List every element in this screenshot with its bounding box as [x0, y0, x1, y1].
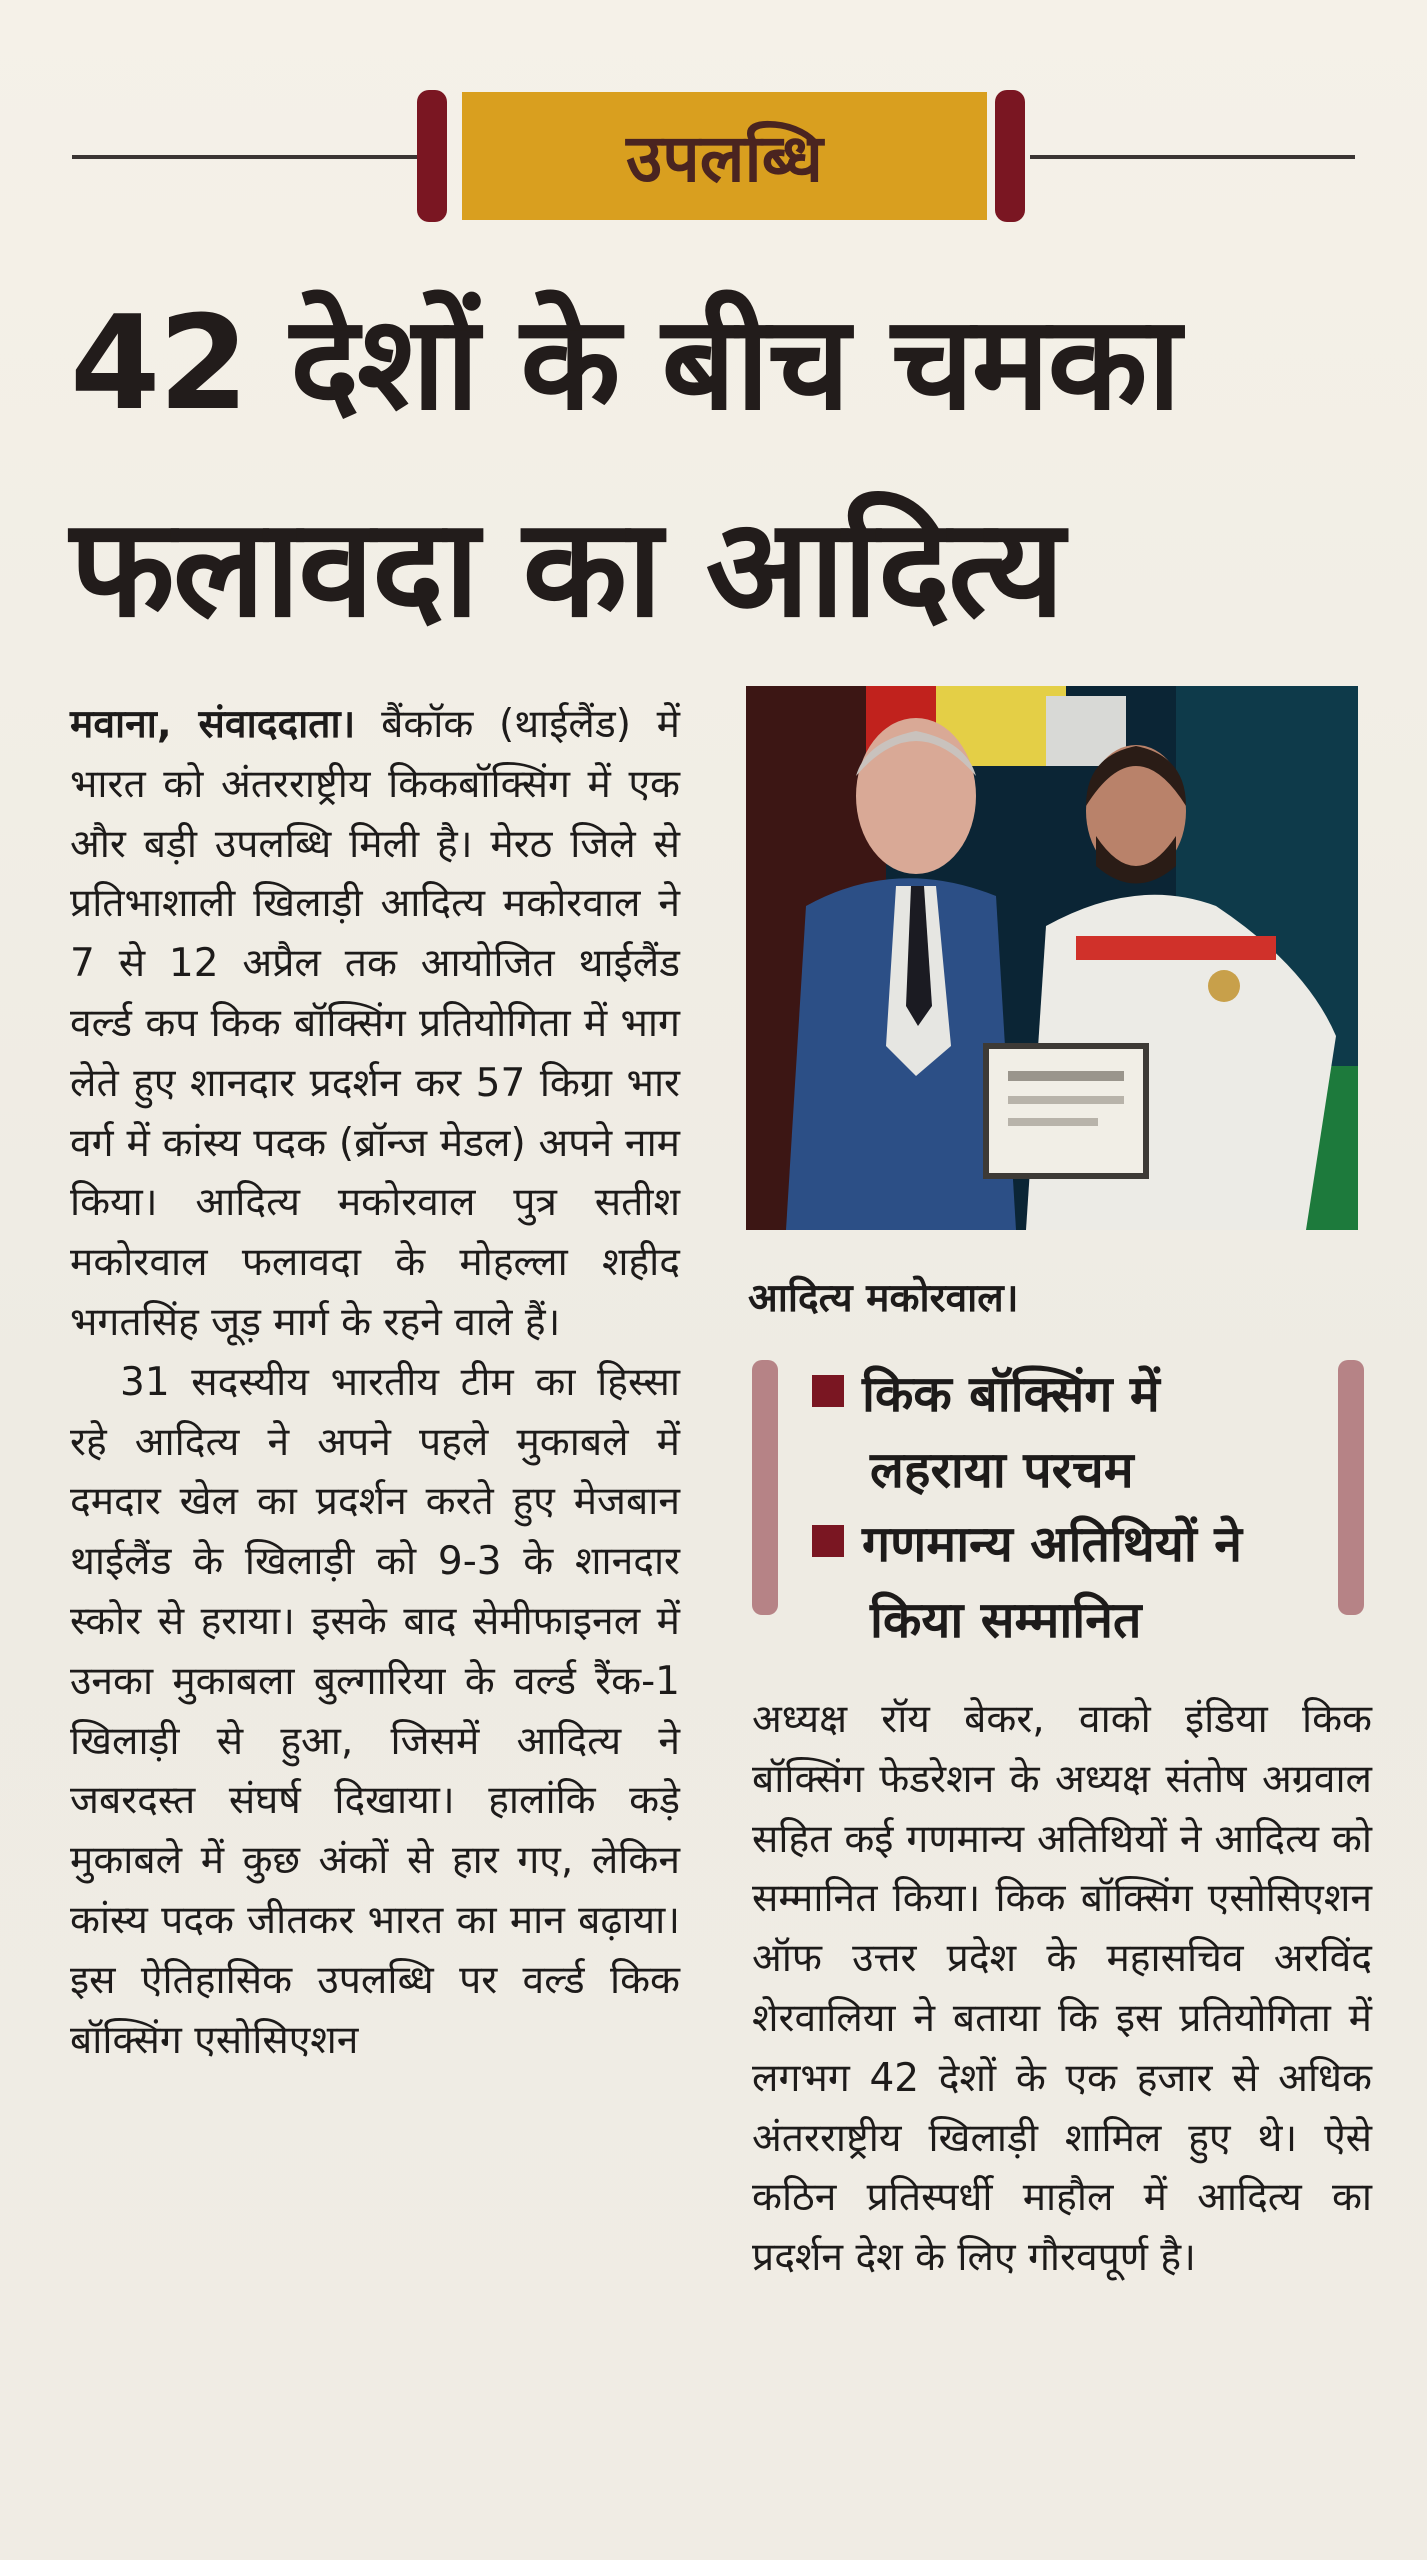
- highlight-1-line-a: किक बॉक्सिंग में: [862, 1365, 1160, 1423]
- tag-cap-right: [995, 90, 1025, 222]
- highlight-2-line-b: किया सम्मानित: [870, 1591, 1142, 1649]
- photo-caption: आदित्य मकोरवाल।: [748, 1276, 1019, 1321]
- article-paragraph-2: 31 सदस्यीय भारतीय टीम का हिस्सा रहे आदित्य ने अपने पहले मुकाबले में दमदार खेल का प्रदर्शन करते हुए मेजबान थाईलैंड के खिलाड़ी को 9-3 के शानदार स्कोर से हराया। इसके बाद सेमीफाइनल में उनका मुकाबला बुल्गारिया के वर्ल्ड रैंक-1 खिलाड़ी से हुआ, जिसमें आदित्य ने जबरदस्त संघर्ष दिखाया। हालांकि कड़े मुकाबले में कुछ अंकों से हार गए, लेकिन कांस्य पदक जीतकर भारत का मान बढ़ाया। इस ऐतिहासिक उपलब्धि पर वर्ल्ड किक बॉक्सिंग एसोसिएशन: [70, 1359, 680, 2063]
- highlight-1-line-b: लहराया परचम: [870, 1441, 1134, 1499]
- section-tag: उपलब्धि: [462, 92, 987, 220]
- article-column-left: [70, 695, 680, 2070]
- header-rule-left: [72, 155, 417, 159]
- highlight-2-line-a: गणमान्य अतिथियों ने: [862, 1515, 1242, 1573]
- headline-line-2: फलावदा का आदित्य: [70, 490, 1063, 648]
- dateline: मवाना, संवाददाता।: [70, 702, 356, 747]
- tag-cap-left: [417, 90, 447, 222]
- article-paragraph-3: अध्यक्ष रॉय बेकर, वाको इंडिया किक बॉक्सिंग फेडरेशन के अध्यक्ष संतोष अग्रवाल सहित कई गणमान्य अतिथियों ने आदित्य को सम्मानित किया। किक बॉक्सिंग एसोसिएशन ऑफ उत्तर प्रदेश के महासचिव अरविंद शेरवालिया ने बताया कि इस प्रतियोगिता में लगभग 42 देशों के एक हजार से अधिक अंतरराष्ट्रीय खिलाड़ी शामिल हुए थे। ऐसे कठिन प्रतिस्पर्धी माहौल में आदित्य का प्रदर्शन देश के लिए गौरवपूर्ण है।: [752, 1697, 1372, 2281]
- highlight-bar-right: [1338, 1360, 1364, 1615]
- square-bullet-icon: [812, 1375, 844, 1407]
- highlight-item-1: [812, 1356, 1312, 1508]
- photo-illustration: [746, 686, 1358, 1230]
- square-bullet-icon: [812, 1525, 844, 1557]
- header-rule-right: [1030, 155, 1355, 159]
- highlight-bar-left: [752, 1360, 778, 1615]
- article-paragraph-1: [70, 695, 680, 1353]
- paragraph-1-text: बैंकॉक (थाईलैंड) में भारत को अंतरराष्ट्रीय किकबॉक्सिंग में एक और बड़ी उपलब्धि मिली है। मेरठ जिले से प्रतिभाशाली खिलाड़ी आदित्य मकोरवाल ने 7 से 12 अप्रैल तक आयोजित थाईलैंड वर्ल्ड कप किक बॉक्सिंग प्रतियोगिता में भाग लेते हुए शानदार प्रदर्शन कर 57 किग्रा भार वर्ग में कांस्य पदक (ब्रॉन्ज मेडल) अपने नाम किया। आदित्य मकोरवाल पुत्र सतीश मकोरवाल फलावदा के मोहल्ला शहीद भगतसिंह जूड़ मार्ग के रहने वाले हैं।: [70, 702, 680, 1345]
- headline-line-1: 42 देशों के बीच चमका: [70, 287, 1180, 439]
- highlight-item-2: [812, 1506, 1312, 1658]
- news-photo: [746, 686, 1358, 1230]
- article-column-right: [752, 1690, 1372, 2288]
